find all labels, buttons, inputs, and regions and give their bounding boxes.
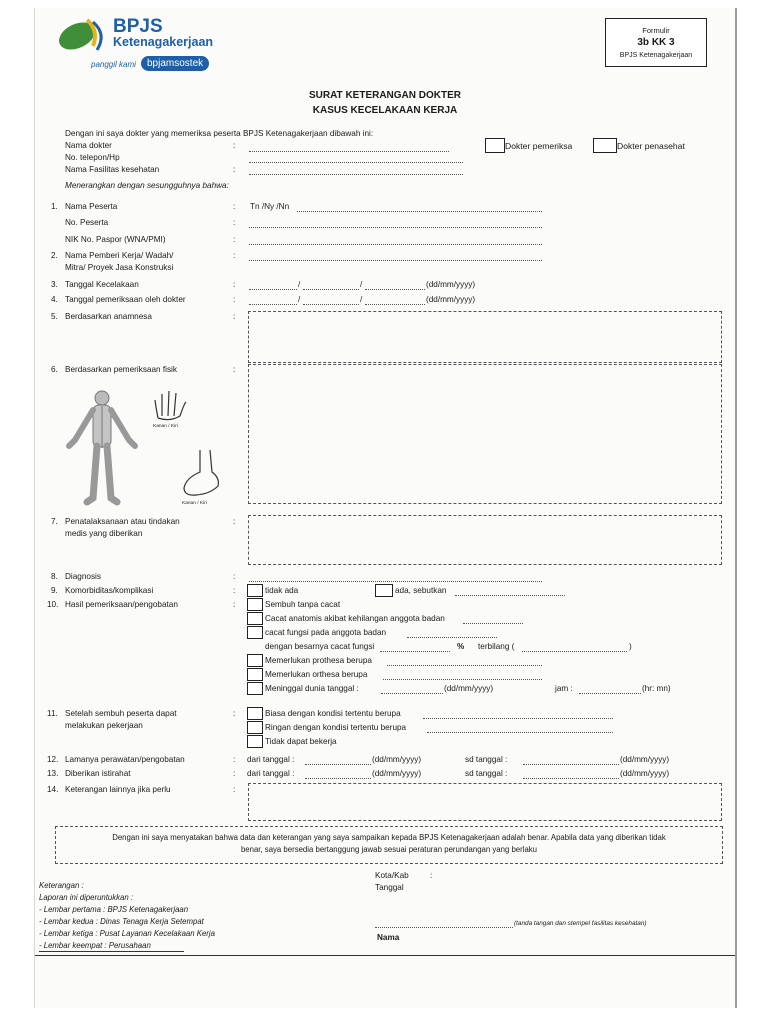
anatomic-disability-label: Cacat anatomis akibat kehilangan anggota badan [265, 614, 445, 623]
physical-exam-label: Berdasarkan pemeriksaan fisik [65, 365, 177, 374]
notes-item: - Lembar pertama : BPJS Ketenagakerjaan [39, 905, 189, 914]
participant-number-label: No. Peserta [65, 218, 109, 227]
deceased-date-field[interactable] [381, 693, 443, 694]
field-number: 5. [51, 312, 58, 321]
colon: : [233, 202, 236, 211]
prosthesis-field[interactable] [387, 665, 542, 666]
colon: : [233, 785, 236, 794]
colon: : [233, 586, 236, 595]
colon: : [233, 600, 236, 609]
date-format-hint: (dd/mm/yyyy) [620, 769, 670, 778]
city-label: Kota/Kab [375, 871, 409, 880]
hand-caption: Kanan / Kiri [153, 424, 178, 429]
employer-field[interactable] [249, 260, 542, 261]
light-work-label: Ringan dengan kondisi tertentu berupa [265, 723, 407, 732]
checkbox-dokter-pemeriksa[interactable] [485, 138, 505, 153]
checkbox-deceased[interactable] [247, 682, 263, 695]
checkbox-functional-disability[interactable] [247, 626, 263, 639]
checkbox-orthosis[interactable] [247, 668, 263, 681]
date-format-hint: (dd/mm/yyyy) [620, 755, 670, 764]
percent-sign: % [457, 642, 465, 651]
checkbox-no-comorbidity[interactable] [247, 584, 263, 597]
date-separator: / [360, 295, 363, 304]
colon: : [233, 141, 236, 150]
colon: : [430, 871, 433, 880]
cannot-work-label: Tidak dapat bekerja [265, 737, 337, 746]
rest-given-label: Diberikan istirahat [65, 769, 131, 778]
deceased-label: Meninggal dunia tanggal : [265, 684, 359, 693]
anatomic-disability-field[interactable] [463, 623, 523, 624]
doctor-phone-field[interactable] [249, 162, 463, 163]
logo-subtitle: Ketenagakerjaan [113, 35, 214, 49]
treatment-label-2: medis yang diberikan [65, 529, 143, 538]
deceased-time-field[interactable] [579, 693, 641, 694]
document-title-2: KASUS KECELAKAAN KERJA [312, 105, 458, 116]
logo-title: BPJS [113, 16, 163, 37]
notes-subtitle: Laporan ini diperuntukkan : [39, 893, 134, 902]
field-number: 1. [51, 202, 58, 211]
treatment-label-1: Penatalaksanaan atau tindakan [65, 517, 180, 526]
employer-label-1: Nama Pemberi Kerja/ Wadah/ [65, 251, 174, 260]
statement-line-2: benar, saya bersedia bertanggung jawab sesuai peraturan perundangan yang berlaku [240, 844, 538, 854]
hand-diagram-icon [152, 388, 188, 422]
colon: : [233, 295, 236, 304]
form-issuer: BPJS Ketenagakerjaan [619, 51, 693, 59]
time-format-hint: (hr: mn) [642, 684, 671, 693]
field-number: 11. [47, 709, 58, 718]
date-label: Tanggal [375, 883, 404, 892]
checkbox-light-work[interactable] [247, 721, 263, 734]
accident-day-field[interactable] [249, 289, 297, 290]
colon: : [233, 251, 236, 260]
exam-date-label: Tanggal pemeriksaan oleh dokter [65, 295, 186, 304]
from-date-label: dari tanggal : [247, 755, 295, 764]
statement-box [55, 826, 723, 864]
other-notes-box[interactable] [248, 783, 722, 821]
field-number: 7. [51, 517, 58, 526]
disability-percent-field[interactable] [380, 651, 450, 652]
field-number: 2. [51, 251, 58, 260]
has-comorbidity-label: ada, sebutkan [395, 586, 447, 595]
comorbidity-field[interactable] [455, 595, 565, 596]
body-diagram-icon [57, 388, 147, 506]
colon: : [233, 280, 236, 289]
date-format-hint: (dd/mm/yyyy) [426, 295, 476, 304]
field-number: 13. [47, 769, 59, 778]
name-label: Nama [377, 933, 400, 942]
bpjs-leaf-icon [57, 14, 109, 54]
healed-label: Sembuh tanpa cacat [265, 600, 341, 609]
footer-divider [35, 955, 735, 956]
notes-item: - Lembar kedua : Dinas Tenaga Kerja Setempat [39, 917, 204, 926]
colon: : [233, 709, 236, 718]
treatment-to-field[interactable] [523, 764, 619, 765]
orthosis-field[interactable] [383, 679, 542, 680]
participant-name-label: Nama Peserta [65, 202, 118, 211]
date-separator: / [298, 280, 301, 289]
colon: : [233, 218, 236, 227]
statement-line-1: Dengan ini saya menyatakan bahwa data dan keterangan yang saya sampaikan kepada BPJS Ketenagakerjaan adalah benar. Apabila data yang diberikan tidak [112, 833, 666, 842]
field-number: 12. [47, 755, 59, 764]
colon: : [233, 769, 236, 778]
treatment-box[interactable] [248, 515, 722, 565]
checkbox-dokter-penasehat[interactable] [593, 138, 617, 153]
declare-text: Menerangkan dengan sesungguhnya bahwa: [65, 181, 229, 190]
normal-work-label: Biasa dengan kondisi tertentu berupa [265, 709, 401, 718]
normal-work-field[interactable] [423, 718, 613, 719]
rest-from-field[interactable] [305, 778, 371, 779]
participant-name-field[interactable] [297, 211, 542, 212]
form-label: Formulir [642, 26, 670, 35]
accident-month-field[interactable] [303, 289, 359, 290]
date-format-hint: (dd/mm/yyyy) [372, 769, 422, 778]
notes-title: Keterangan : [39, 881, 84, 890]
doctor-name-field[interactable] [249, 151, 449, 152]
field-number: 14. [47, 785, 59, 794]
colon: : [233, 165, 236, 174]
doctor-phone-label: No. telepon/Hp [65, 153, 120, 162]
notes-divider [39, 951, 184, 952]
diagnosis-field[interactable] [249, 581, 542, 582]
date-separator: / [298, 295, 301, 304]
date-format-hint: (dd/mm/yyyy) [372, 755, 422, 764]
checkbox-healed[interactable] [247, 598, 263, 611]
date-separator: / [360, 280, 363, 289]
form-page [34, 8, 737, 1008]
time-label: jam : [555, 684, 573, 693]
title-prefix: Tn /Ny /Nn [250, 202, 290, 211]
document-title-1: SURAT KETERANGAN DOKTER [308, 90, 462, 101]
exam-day-field[interactable] [249, 304, 297, 305]
anamnesa-label: Berdasarkan anamnesa [65, 312, 152, 321]
exam-month-field[interactable] [303, 304, 359, 305]
prosthesis-label: Memerlukan prothesa berupa [265, 656, 372, 665]
call-badge: bpjamsostek [141, 56, 209, 71]
field-number: 6. [51, 365, 58, 374]
accident-year-field[interactable] [365, 289, 425, 290]
other-notes-label: Keterangan lainnya jika perlu [65, 785, 171, 794]
nik-field[interactable] [249, 244, 542, 245]
functional-disability-label: cacat fungsi pada anggota badan [265, 628, 387, 637]
functional-disability-field[interactable] [407, 637, 497, 638]
checkbox-cannot-work[interactable] [247, 735, 263, 748]
date-format-hint: (dd/mm/yyyy) [444, 684, 494, 693]
colon: : [233, 235, 236, 244]
form-code: 3b KK 3 [637, 36, 675, 48]
field-number: 8. [51, 572, 58, 581]
notes-item: - Lembar ketiga : Pusat Layanan Kecelakaan Kerja [39, 929, 215, 938]
anamnesa-box[interactable] [248, 311, 722, 363]
nik-label: NIK No. Paspor (WNA/PMI) [65, 235, 166, 244]
exam-year-field[interactable] [365, 304, 425, 305]
work-ability-label-2: melakukan pekerjaan [65, 721, 143, 730]
result-label: Hasil pemeriksaan/pengobatan [65, 600, 178, 609]
from-date-label: dari tanggal : [247, 769, 295, 778]
signature-field[interactable] [375, 927, 513, 928]
physical-exam-box[interactable] [248, 364, 722, 504]
notes-item: - Lembar keempat : Perusahaan [39, 941, 151, 950]
checkbox-has-comorbidity[interactable] [375, 584, 393, 597]
treatment-duration-label: Lamanya perawatan/pengobatan [65, 755, 185, 764]
colon: : [233, 572, 236, 581]
field-number: 3. [51, 280, 58, 289]
foot-diagram-icon [180, 448, 222, 498]
date-format-hint: (dd/mm/yyyy) [426, 280, 476, 289]
checkbox-anatomic-disability[interactable] [247, 612, 263, 625]
form-code-box [605, 18, 707, 67]
colon: : [233, 365, 236, 374]
dokter-pemeriksa-label: Dokter pemeriksa [505, 141, 573, 151]
foot-caption: Kanan / Kiri [182, 501, 207, 506]
disability-percent-label: dengan besarnya cacat fungsi [265, 642, 375, 651]
call-prefix: panggil kami [91, 60, 136, 69]
employer-label-2: Mitra/ Proyek Jasa Konstruksi [65, 263, 174, 272]
bpjs-logo [57, 12, 237, 72]
colon: : [233, 517, 236, 526]
checkbox-prosthesis[interactable] [247, 654, 263, 667]
rest-to-field[interactable] [523, 778, 619, 779]
field-number: 9. [51, 586, 58, 595]
participant-number-field[interactable] [249, 227, 542, 228]
facility-field[interactable] [249, 174, 463, 175]
signature-caption: (tanda tangan dan stempel fasilitas kesehatan) [514, 920, 647, 927]
treatment-from-field[interactable] [305, 764, 371, 765]
dokter-penasehat-label: Dokter penasehat [617, 141, 685, 151]
orthosis-label: Memerlukan orthesa berupa [265, 670, 368, 679]
to-date-label: sd tanggal : [465, 769, 508, 778]
intro-text: Dengan ini saya dokter yang memeriksa peserta BPJS Ketenagakerjaan dibawah ini: [65, 129, 374, 138]
diagnosis-label: Diagnosis [65, 572, 101, 581]
field-number: 4. [51, 295, 58, 304]
facility-label: Nama Fasilitas kesehatan [65, 165, 160, 174]
colon: : [233, 755, 236, 764]
no-comorbidity-label: tidak ada [265, 586, 299, 595]
close-paren: ) [629, 642, 632, 651]
doctor-name-label: Nama dokter [65, 141, 112, 150]
terbilang-field[interactable] [522, 651, 627, 652]
checkbox-normal-work[interactable] [247, 707, 263, 720]
field-number: 10. [47, 600, 59, 609]
light-work-field[interactable] [427, 732, 613, 733]
colon: : [233, 312, 236, 321]
work-ability-label-1: Setelah sembuh peserta dapat [65, 709, 177, 718]
accident-date-label: Tanggal Kecelakaan [65, 280, 139, 289]
terbilang-label: terbilang ( [478, 642, 515, 651]
comorbidity-label: Komorbiditas/komplikasi [65, 586, 154, 595]
to-date-label: sd tanggal : [465, 755, 508, 764]
